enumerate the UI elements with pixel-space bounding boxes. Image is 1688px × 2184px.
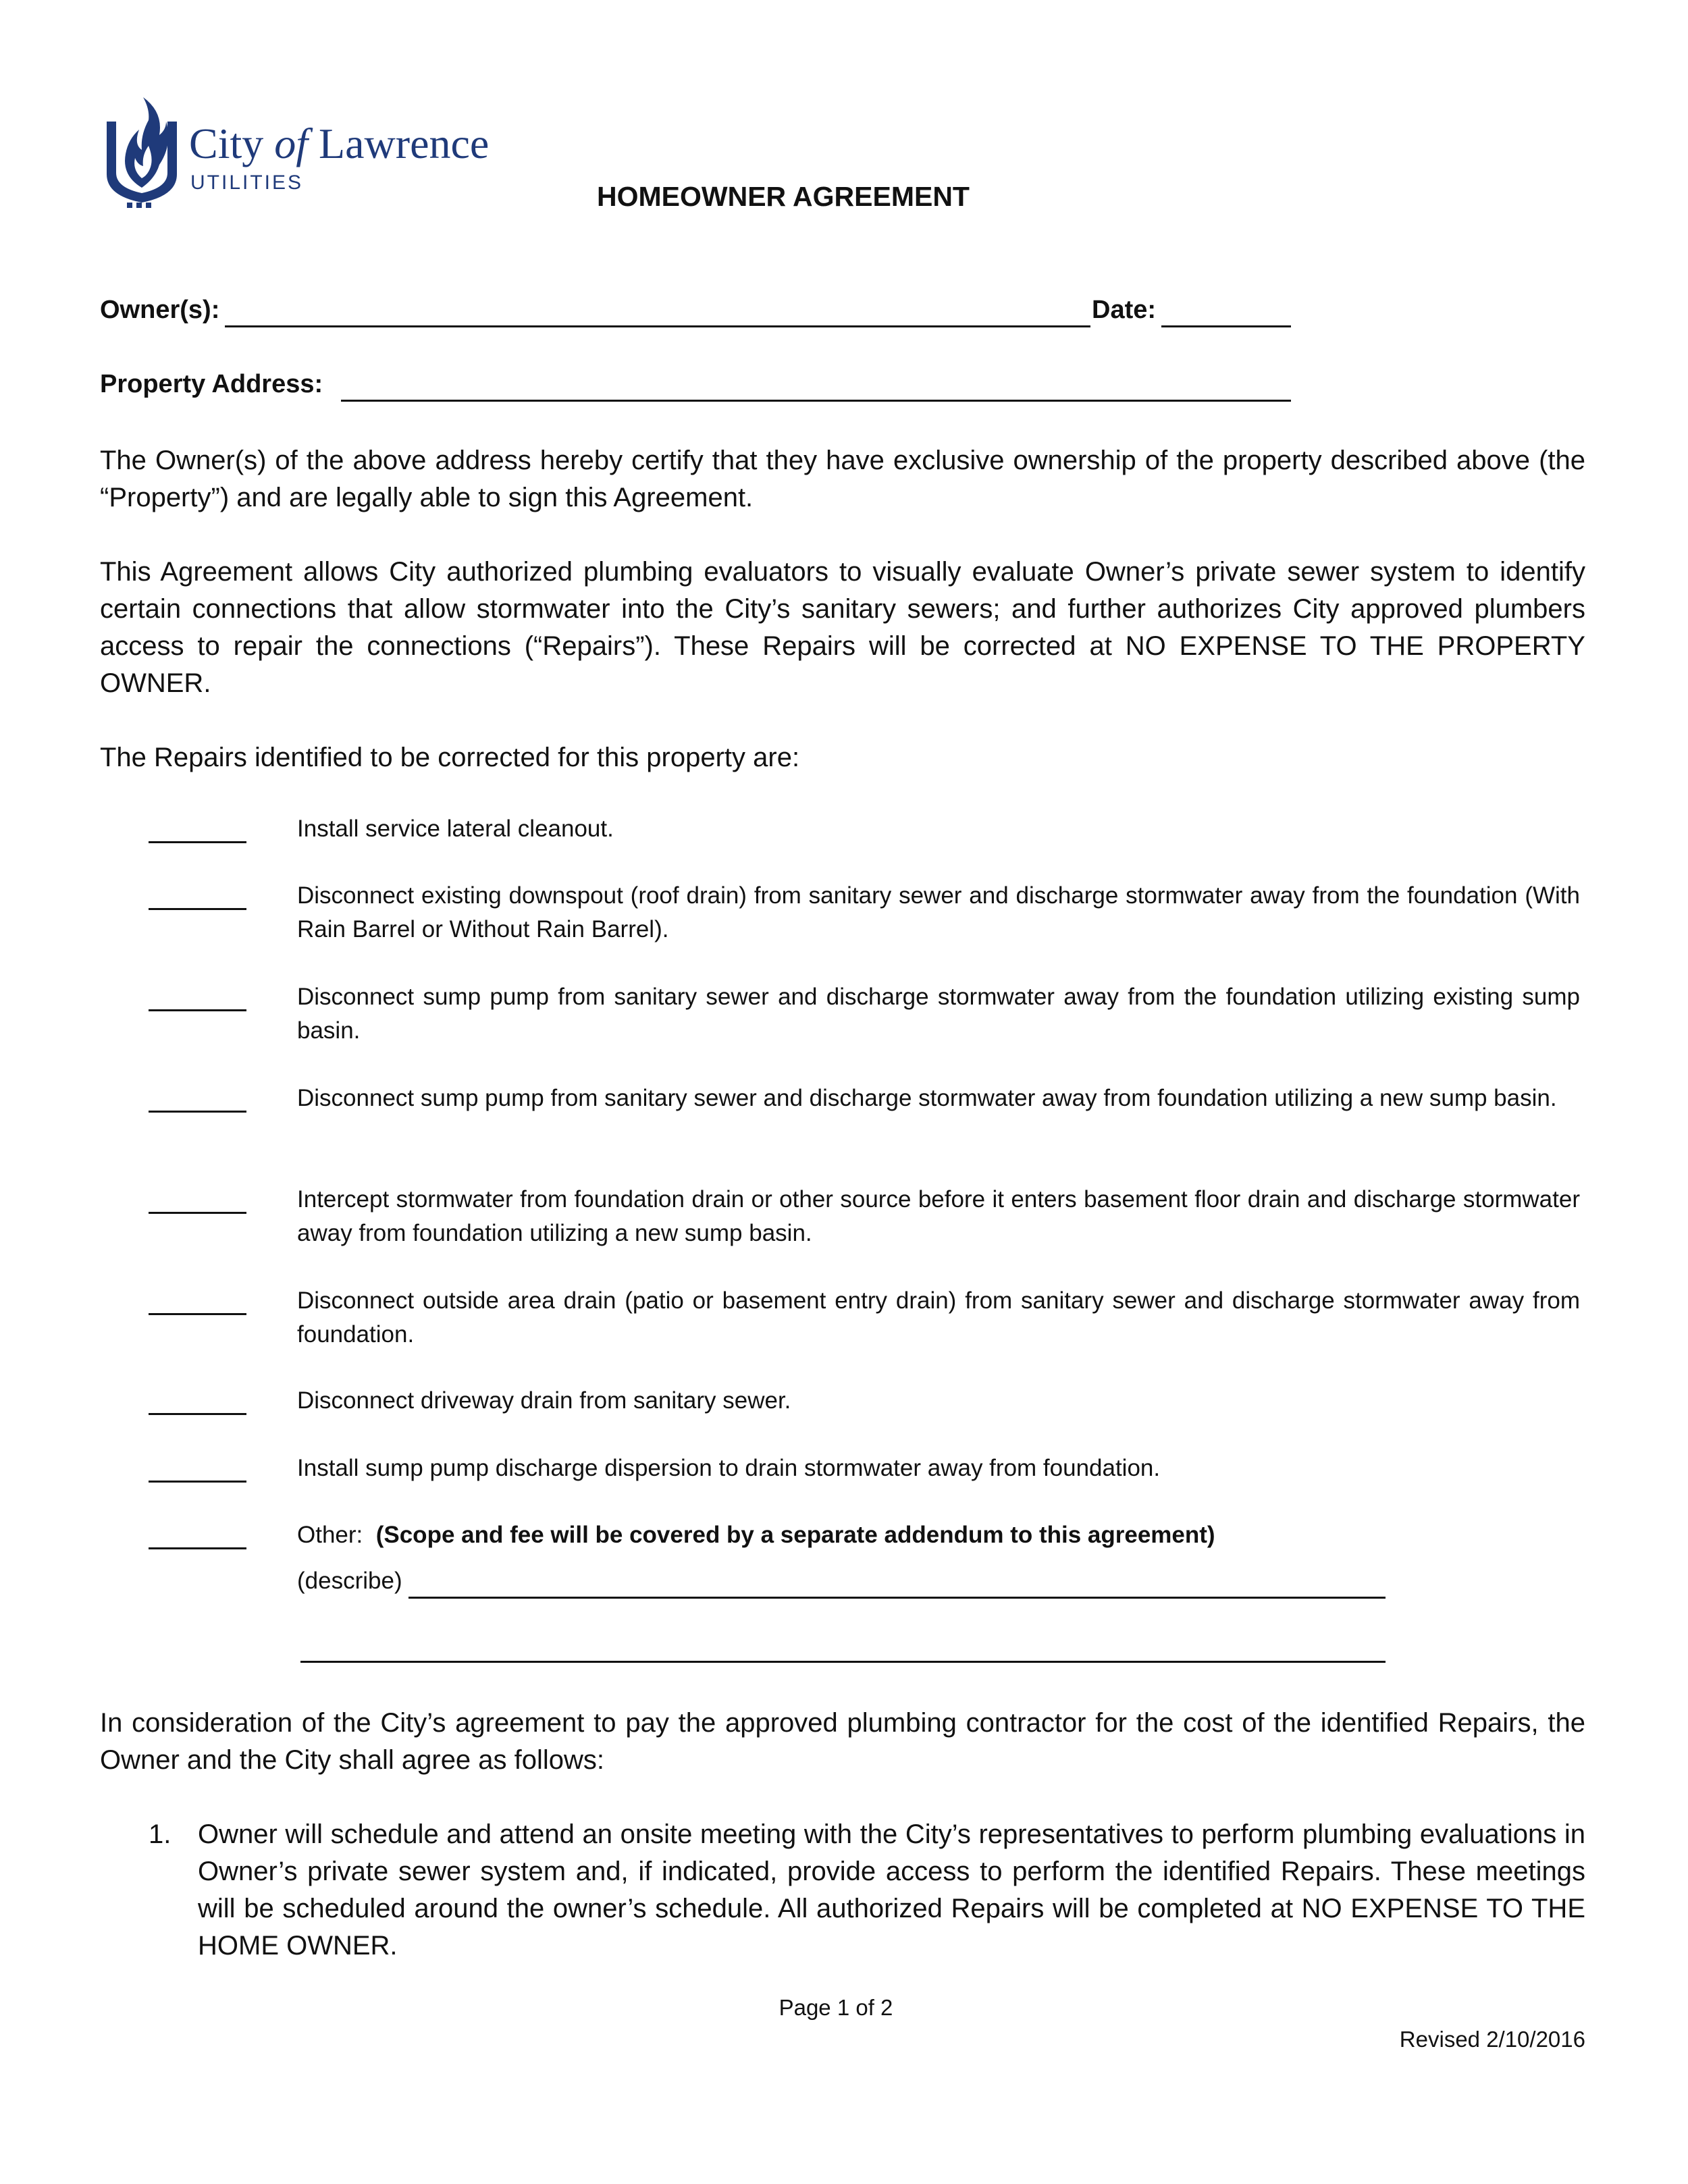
- ownership-paragraph: The Owner(s) of the above address hereby certify that they have exclusive ownership of the property described above (the “Property”) and are legally able to sign this Agreement.: [100, 446, 1585, 512]
- agreement-paragraph: This Agreement allows City authorized plumbing evaluators to visually evaluate Owner’s private sewer system to identify certain connections that allow stormwater into the City’s sanitary sewers; and further authorizes City approved plumbers access to repair the connections (“Repairs”). These Repairs will be corrected at NO EXPENSE TO THE PROPERTY OWNER.: [100, 557, 1585, 698]
- owner-label: Owner(s):: [100, 296, 220, 324]
- repair-check-blank[interactable]: [149, 908, 246, 910]
- other-item: [297, 1518, 1580, 1552]
- date-label: Date:: [1092, 296, 1157, 324]
- revision-date: Revised 2/10/2016: [1399, 2027, 1585, 2052]
- repair-item: Disconnect outside area drain (patio or basement entry drain) from sanitary sewer and discharge stormwater away from foundation.: [297, 1287, 1580, 1348]
- owner-field[interactable]: [225, 325, 1090, 327]
- repair-check-blank[interactable]: [149, 1413, 246, 1415]
- describe-label: (describe): [297, 1568, 402, 1594]
- repair-item: Disconnect existing downspout (roof drain) from sanitary sewer and discharge stormwater away from the foundation (With Rain Barrel or Without Rain Barrel).: [297, 882, 1580, 942]
- repair-check-blank[interactable]: [149, 1313, 246, 1315]
- numbered-item-number: 1.: [149, 1819, 172, 1849]
- repair-check-blank[interactable]: [149, 1009, 246, 1011]
- property-address-label: Property Address:: [100, 370, 323, 398]
- other-note: (Scope and fee will be covered by a separate addendum to this agreement): [375, 1522, 1215, 1548]
- repair-item: Disconnect driveway drain from sanitary sewer.: [297, 1387, 791, 1414]
- repair-item: Disconnect sump pump from sanitary sewer and discharge stormwater away from the foundation utilizing existing sump basin.: [297, 984, 1580, 1044]
- repair-check-blank[interactable]: [149, 841, 246, 843]
- describe-field-line2[interactable]: [300, 1661, 1386, 1663]
- repair-item: Install sump pump discharge dispersion to drain stormwater away from foundation.: [297, 1455, 1161, 1481]
- page-number: Page 1 of 2: [779, 1995, 893, 2020]
- property-address-field[interactable]: [341, 400, 1291, 402]
- repair-item: Intercept stormwater from foundation drain or other source before it enters basement floor drain and discharge stormwater away from foundation utilizing a new sump basin.: [297, 1186, 1580, 1246]
- repairs-intro: The Repairs identified to be corrected for this property are:: [100, 743, 800, 772]
- date-field[interactable]: [1161, 325, 1291, 327]
- repair-item: Disconnect sump pump from sanitary sewer and discharge stormwater away from foundation utilizing a new sump basin.: [297, 1085, 1557, 1111]
- describe-field-line1[interactable]: [408, 1597, 1386, 1599]
- logo-subtitle: UTILITIES: [190, 171, 304, 194]
- consideration-paragraph: In consideration of the City’s agreement to pay the approved plumbing contractor for the cost of the identified Repairs, the Owner and the City shall agree as follows:: [100, 1708, 1585, 1775]
- repair-check-blank[interactable]: [149, 1212, 246, 1214]
- repair-check-blank[interactable]: [149, 1111, 246, 1113]
- repair-check-blank[interactable]: [149, 1547, 246, 1549]
- repair-check-blank[interactable]: [149, 1481, 246, 1483]
- repair-item: Install service lateral cleanout.: [297, 816, 614, 842]
- numbered-item-text: Owner will schedule and attend an onsite meeting with the City’s representatives to perform plumbing evaluations in Owner’s private sewer system and, if indicated, provide access to perform the identified Repairs. These meetings will be scheduled around the owner’s schedule. All authorized Repairs will be completed at NO EXPENSE TO THE HOME OWNER.: [198, 1819, 1585, 1961]
- document-title: HOMEOWNER AGREEMENT: [597, 181, 970, 212]
- other-label: Other:: [297, 1522, 363, 1548]
- logo-wordmark: City of Lawrence: [189, 119, 490, 167]
